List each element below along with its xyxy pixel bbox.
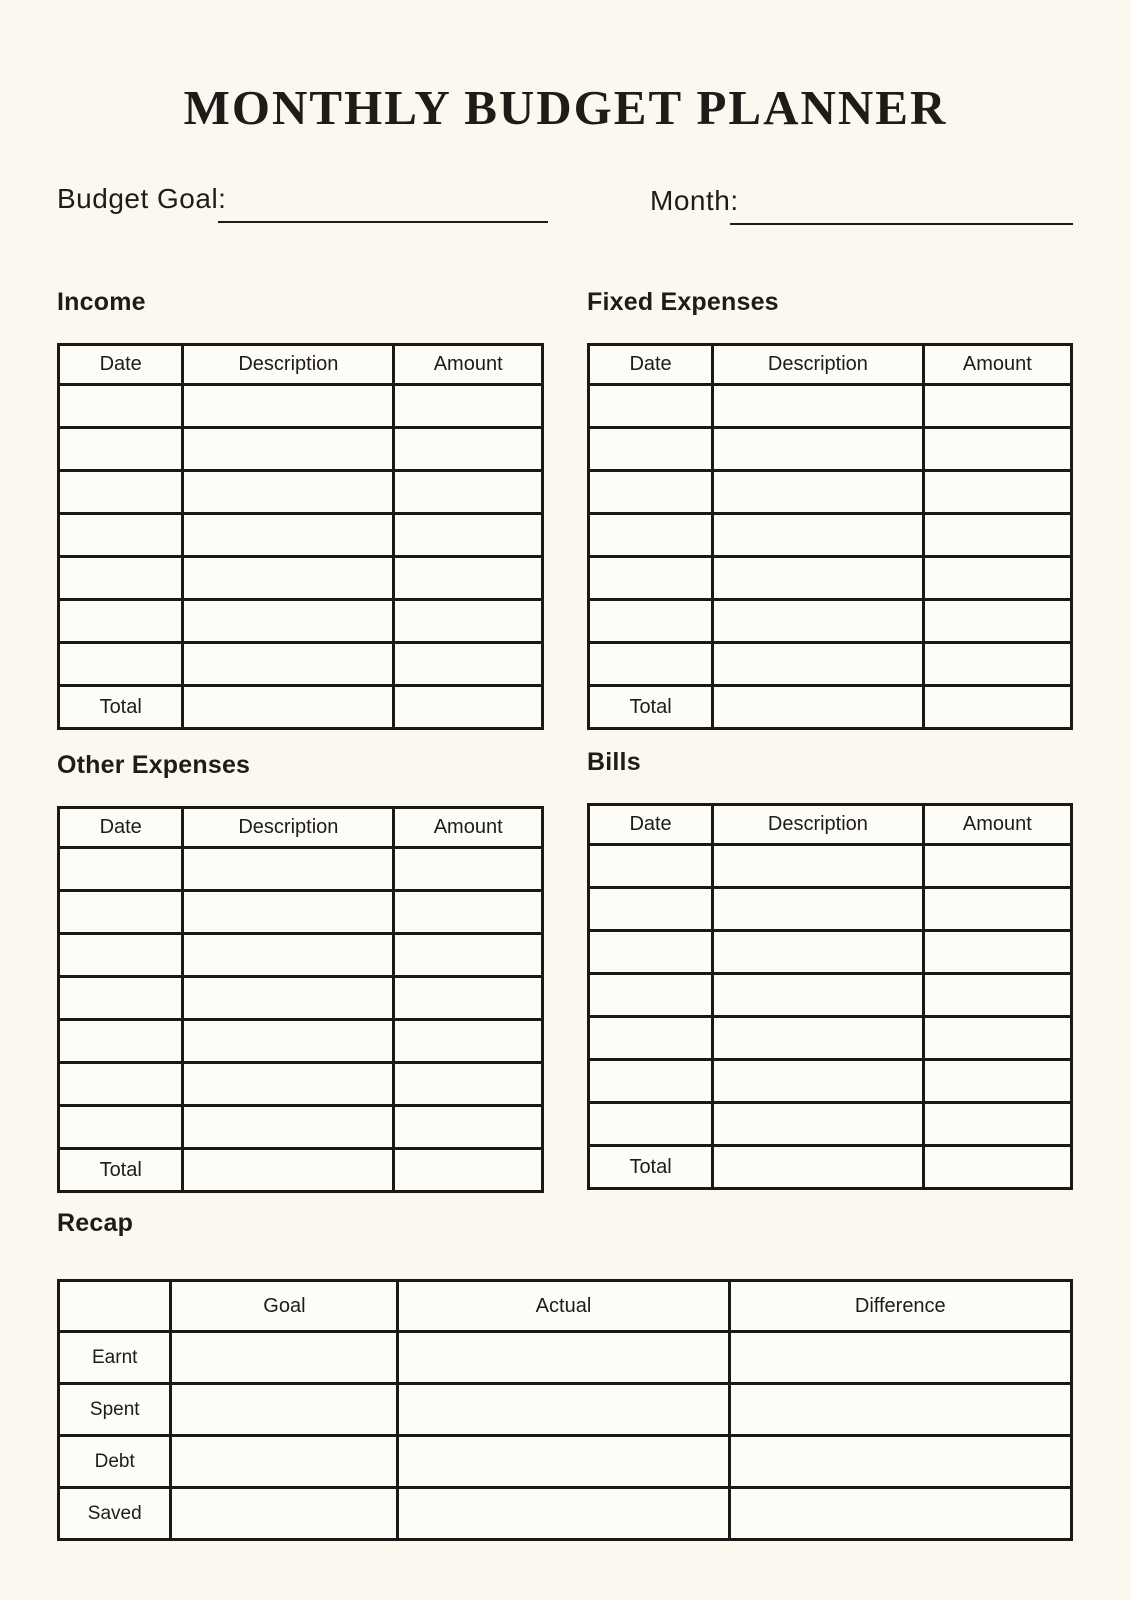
bills-cell-description-r7[interactable] [713, 1103, 924, 1146]
other-expenses-cell-amount-r3[interactable] [394, 934, 543, 977]
bills-col-header-date: Date [589, 805, 713, 845]
income-cell-description-r4[interactable] [183, 514, 394, 557]
fixed-expenses-cell-date-r3[interactable] [589, 471, 713, 514]
recap-row-spent [59, 1384, 1072, 1436]
recap-heading: Recap [57, 1209, 134, 1237]
budget-goal-input-line[interactable] [218, 221, 548, 223]
other-expenses-cell-description-r6[interactable] [183, 1063, 394, 1106]
income-header-row [59, 345, 543, 385]
other-expenses-cell-amount-r5[interactable] [394, 1020, 543, 1063]
fixed-expenses-cell-amount-r4[interactable] [923, 514, 1071, 557]
income-cell-amount-r3[interactable] [394, 471, 543, 514]
bills-cell-description-r6[interactable] [713, 1060, 924, 1103]
fixed-expenses-row-6 [589, 600, 1072, 643]
fixed-expenses-header-row [589, 345, 1072, 385]
income-row-1 [59, 385, 543, 428]
other-expenses-row-6 [59, 1063, 543, 1106]
fixed-expenses-row-2 [589, 428, 1072, 471]
recap-row-earnt [59, 1332, 1072, 1384]
income-heading: Income [57, 288, 146, 316]
other-expenses-cell-amount-r2[interactable] [394, 891, 543, 934]
fixed-expenses-cell-date-r1[interactable] [589, 385, 713, 428]
fixed-expenses-cell-description-r1[interactable] [713, 385, 924, 428]
recap-header-row [59, 1281, 1072, 1332]
other-expenses-row-4 [59, 977, 543, 1020]
other-expenses-cell-description-r3[interactable] [183, 934, 394, 977]
month-label: Month: [650, 185, 739, 216]
fixed-expenses-cell-description-r6[interactable] [713, 600, 924, 643]
bills-cell-description-r3[interactable] [713, 931, 924, 974]
other-expenses-row-7 [59, 1106, 543, 1149]
recap-row-label-earnt: Earnt [59, 1332, 171, 1384]
income-cell-amount-r4[interactable] [394, 514, 543, 557]
income-cell-description-r7[interactable] [183, 643, 394, 686]
other-expenses-row-3 [59, 934, 543, 977]
income-cell-description-r3[interactable] [183, 471, 394, 514]
income-total-description-cell[interactable] [183, 686, 394, 729]
bills-cell-amount-r2[interactable] [923, 888, 1071, 931]
fixed-expenses-row-4 [589, 514, 1072, 557]
other-expenses-row-1 [59, 848, 543, 891]
other-expenses-cell-description-r2[interactable] [183, 891, 394, 934]
bills-section [587, 747, 1073, 1190]
bills-cell-date-r6[interactable] [589, 1060, 713, 1103]
recap-cell-earnt-actual[interactable] [398, 1332, 729, 1384]
income-cell-description-r2[interactable] [183, 428, 394, 471]
bills-cell-date-r5[interactable] [589, 1017, 713, 1060]
other-expenses-total-label: Total [59, 1149, 183, 1192]
fixed-expenses-cell-date-r7[interactable] [589, 643, 713, 686]
income-cell-amount-r6[interactable] [394, 600, 543, 643]
fixed-expenses-table [587, 343, 1073, 730]
other-expenses-row-5 [59, 1020, 543, 1063]
income-cell-date-r1[interactable] [59, 385, 183, 428]
other-expenses-col-header-date: Date [59, 808, 183, 848]
recap-table [57, 1279, 1073, 1541]
income-cell-date-r4[interactable] [59, 514, 183, 557]
fixed-expenses-row-5 [589, 557, 1072, 600]
other-expenses-section [57, 750, 544, 1193]
other-expenses-cell-description-r7[interactable] [183, 1106, 394, 1149]
income-row-2 [59, 428, 543, 471]
other-expenses-cell-description-r4[interactable] [183, 977, 394, 1020]
income-cell-date-r2[interactable] [59, 428, 183, 471]
fixed-expenses-cell-amount-r3[interactable] [923, 471, 1071, 514]
fixed-expenses-cell-amount-r5[interactable] [923, 557, 1071, 600]
other-expenses-cell-amount-r4[interactable] [394, 977, 543, 1020]
other-expenses-cell-date-r3[interactable] [59, 934, 183, 977]
bills-row-7 [589, 1103, 1072, 1146]
bills-row-5 [589, 1017, 1072, 1060]
income-cell-amount-r5[interactable] [394, 557, 543, 600]
bills-cell-amount-r4[interactable] [923, 974, 1071, 1017]
bills-row-2 [589, 888, 1072, 931]
income-col-header-date: Date [59, 345, 183, 385]
recap-col-header-actual: Actual [398, 1281, 729, 1332]
other-expenses-total-row [59, 1149, 543, 1192]
fixed-expenses-cell-amount-r7[interactable] [923, 643, 1071, 686]
recap-cell-spent-actual[interactable] [398, 1384, 729, 1436]
fixed-expenses-row-3 [589, 471, 1072, 514]
fixed-expenses-cell-description-r2[interactable] [713, 428, 924, 471]
income-row-6 [59, 600, 543, 643]
income-cell-amount-r7[interactable] [394, 643, 543, 686]
recap-section [57, 1208, 1073, 1541]
bills-header-row [589, 805, 1072, 845]
bills-total-description-cell[interactable] [713, 1146, 924, 1189]
income-cell-description-r5[interactable] [183, 557, 394, 600]
fixed-expenses-heading: Fixed Expenses [587, 288, 779, 316]
income-col-header-amount: Amount [394, 345, 543, 385]
bills-cell-description-r1[interactable] [713, 845, 924, 888]
fixed-expenses-section [587, 287, 1073, 730]
income-total-label: Total [59, 686, 183, 729]
fixed-expenses-cell-date-r4[interactable] [589, 514, 713, 557]
recap-col-header-goal: Goal [171, 1281, 398, 1332]
recap-corner-cell [59, 1281, 171, 1332]
other-expenses-cell-description-r5[interactable] [183, 1020, 394, 1063]
fixed-expenses-col-header-amount: Amount [923, 345, 1071, 385]
bills-col-header-description: Description [713, 805, 924, 845]
recap-cell-saved-goal[interactable] [171, 1488, 398, 1540]
income-section [57, 287, 544, 730]
income-cell-date-r3[interactable] [59, 471, 183, 514]
recap-cell-debt-goal[interactable] [171, 1436, 398, 1488]
income-cell-date-r7[interactable] [59, 643, 183, 686]
bills-total-amount-cell[interactable] [923, 1146, 1071, 1189]
month-input-line[interactable] [730, 223, 1073, 225]
bills-cell-date-r4[interactable] [589, 974, 713, 1017]
income-cell-description-r6[interactable] [183, 600, 394, 643]
bills-cell-date-r2[interactable] [589, 888, 713, 931]
income-row-4 [59, 514, 543, 557]
income-row-7 [59, 643, 543, 686]
fixed-expenses-row-7 [589, 643, 1072, 686]
bills-cell-date-r7[interactable] [589, 1103, 713, 1146]
bills-cell-date-r3[interactable] [589, 931, 713, 974]
other-expenses-cell-amount-r6[interactable] [394, 1063, 543, 1106]
other-expenses-cell-amount-r1[interactable] [394, 848, 543, 891]
other-expenses-cell-date-r6[interactable] [59, 1063, 183, 1106]
income-cell-date-r6[interactable] [59, 600, 183, 643]
recap-row-label-saved: Saved [59, 1488, 171, 1540]
other-expenses-header-row [59, 808, 543, 848]
recap-cell-debt-actual[interactable] [398, 1436, 729, 1488]
bills-cell-amount-r7[interactable] [923, 1103, 1071, 1146]
income-row-5 [59, 557, 543, 600]
income-total-amount-cell[interactable] [394, 686, 543, 729]
budget-goal-label: Budget Goal: [57, 183, 227, 214]
bills-cell-amount-r5[interactable] [923, 1017, 1071, 1060]
fixed-expenses-cell-amount-r6[interactable] [923, 600, 1071, 643]
other-expenses-total-description-cell[interactable] [183, 1149, 394, 1192]
bills-heading: Bills [587, 748, 641, 776]
other-expenses-cell-date-r2[interactable] [59, 891, 183, 934]
bills-row-1 [589, 845, 1072, 888]
recap-row-saved [59, 1488, 1072, 1540]
other-expenses-cell-date-r1[interactable] [59, 848, 183, 891]
bills-cell-description-r5[interactable] [713, 1017, 924, 1060]
fixed-expenses-col-header-date: Date [589, 345, 713, 385]
recap-cell-spent-difference[interactable] [729, 1384, 1071, 1436]
bills-row-3 [589, 931, 1072, 974]
other-expenses-cell-description-r1[interactable] [183, 848, 394, 891]
recap-row-label-debt: Debt [59, 1436, 171, 1488]
fixed-expenses-cell-amount-r2[interactable] [923, 428, 1071, 471]
income-cell-amount-r1[interactable] [394, 385, 543, 428]
bills-cell-date-r1[interactable] [589, 845, 713, 888]
fixed-expenses-cell-date-r6[interactable] [589, 600, 713, 643]
recap-cell-earnt-difference[interactable] [729, 1332, 1071, 1384]
other-expenses-cell-date-r5[interactable] [59, 1020, 183, 1063]
fixed-expenses-cell-description-r4[interactable] [713, 514, 924, 557]
other-expenses-heading: Other Expenses [57, 751, 251, 779]
bills-cell-description-r4[interactable] [713, 974, 924, 1017]
fixed-expenses-cell-amount-r1[interactable] [923, 385, 1071, 428]
fixed-expenses-cell-description-r7[interactable] [713, 643, 924, 686]
fixed-expenses-cell-date-r2[interactable] [589, 428, 713, 471]
recap-cell-saved-difference[interactable] [729, 1488, 1071, 1540]
fixed-expenses-total-description-cell[interactable] [713, 686, 924, 729]
recap-col-header-difference: Difference [729, 1281, 1071, 1332]
bills-row-6 [589, 1060, 1072, 1103]
fixed-expenses-row-1 [589, 385, 1072, 428]
bills-total-row [589, 1146, 1072, 1189]
bills-col-header-amount: Amount [923, 805, 1071, 845]
recap-cell-spent-goal[interactable] [171, 1384, 398, 1436]
income-cell-amount-r2[interactable] [394, 428, 543, 471]
fixed-expenses-total-amount-cell[interactable] [923, 686, 1071, 729]
income-cell-description-r1[interactable] [183, 385, 394, 428]
income-total-row [59, 686, 543, 729]
fixed-expenses-cell-date-r5[interactable] [589, 557, 713, 600]
other-expenses-cell-date-r7[interactable] [59, 1106, 183, 1149]
other-expenses-cell-date-r4[interactable] [59, 977, 183, 1020]
fixed-expenses-col-header-description: Description [713, 345, 924, 385]
bills-total-label: Total [589, 1146, 713, 1189]
income-table [57, 343, 544, 730]
other-expenses-total-amount-cell[interactable] [394, 1149, 543, 1192]
fixed-expenses-total-label: Total [589, 686, 713, 729]
recap-row-label-spent: Spent [59, 1384, 171, 1436]
bills-cell-amount-r3[interactable] [923, 931, 1071, 974]
recap-cell-saved-actual[interactable] [398, 1488, 729, 1540]
income-row-3 [59, 471, 543, 514]
income-col-header-description: Description [183, 345, 394, 385]
other-expenses-cell-amount-r7[interactable] [394, 1106, 543, 1149]
fixed-expenses-cell-description-r3[interactable] [713, 471, 924, 514]
recap-row-debt [59, 1436, 1072, 1488]
fixed-expenses-cell-description-r5[interactable] [713, 557, 924, 600]
bills-cell-description-r2[interactable] [713, 888, 924, 931]
other-expenses-row-2 [59, 891, 543, 934]
other-expenses-col-header-amount: Amount [394, 808, 543, 848]
recap-cell-earnt-goal[interactable] [171, 1332, 398, 1384]
income-cell-date-r5[interactable] [59, 557, 183, 600]
bills-table [587, 803, 1073, 1190]
recap-cell-debt-difference[interactable] [729, 1436, 1071, 1488]
page-title: MONTHLY BUDGET PLANNER [183, 80, 948, 135]
bills-row-4 [589, 974, 1072, 1017]
bills-cell-amount-r6[interactable] [923, 1060, 1071, 1103]
other-expenses-table [57, 806, 544, 1193]
fixed-expenses-total-row [589, 686, 1072, 729]
bills-cell-amount-r1[interactable] [923, 845, 1071, 888]
other-expenses-col-header-description: Description [183, 808, 394, 848]
